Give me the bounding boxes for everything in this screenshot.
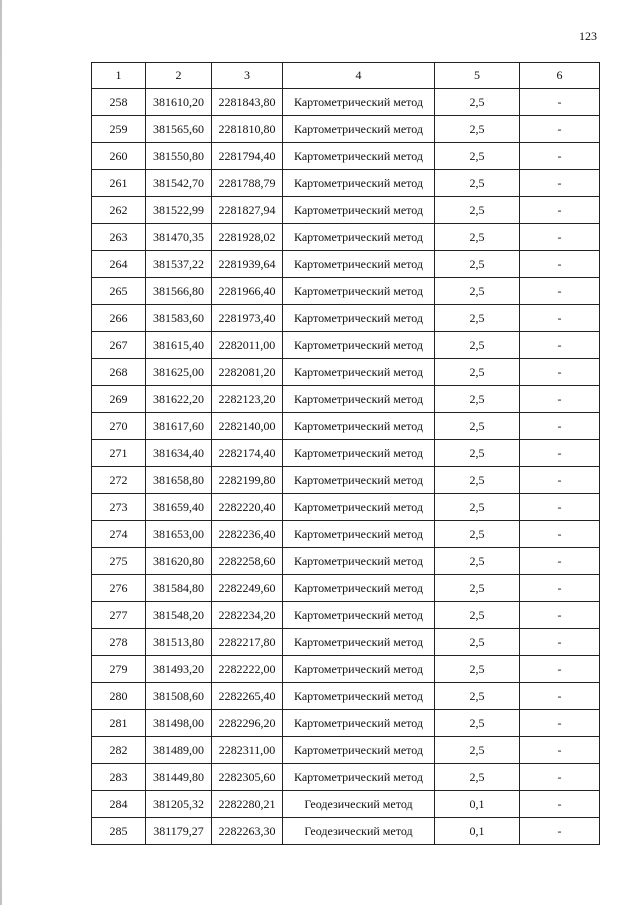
- description-cell: -: [520, 710, 600, 737]
- table-row: [92, 143, 600, 170]
- accuracy-cell: 2,5: [435, 251, 520, 278]
- y-coordinate-cell: 2282217,80: [212, 629, 283, 656]
- table-row: [92, 170, 600, 197]
- description-cell: -: [520, 305, 600, 332]
- method-cell: Картометрический метод: [283, 656, 435, 683]
- x-coordinate-cell: 381470,35: [146, 224, 212, 251]
- accuracy-cell: 2,5: [435, 440, 520, 467]
- x-coordinate-cell: 381550,80: [146, 143, 212, 170]
- y-coordinate-cell: 2281810,80: [212, 116, 283, 143]
- table-row: [92, 89, 600, 116]
- table-row: [92, 116, 600, 143]
- y-coordinate-cell: 2282265,40: [212, 683, 283, 710]
- point-number-cell: 281: [92, 710, 146, 737]
- x-coordinate-cell: 381513,80: [146, 629, 212, 656]
- column-header-6: 6: [520, 63, 600, 89]
- y-coordinate-cell: 2282174,40: [212, 440, 283, 467]
- y-coordinate-cell: 2282234,20: [212, 602, 283, 629]
- y-coordinate-cell: 2281973,40: [212, 305, 283, 332]
- x-coordinate-cell: 381205,32: [146, 791, 212, 818]
- description-cell: -: [520, 440, 600, 467]
- point-number-cell: 278: [92, 629, 146, 656]
- point-number-cell: 282: [92, 737, 146, 764]
- accuracy-cell: 2,5: [435, 710, 520, 737]
- description-cell: -: [520, 575, 600, 602]
- method-cell: Картометрический метод: [283, 764, 435, 791]
- point-number-cell: 285: [92, 818, 146, 845]
- y-coordinate-cell: 2282280,21: [212, 791, 283, 818]
- y-coordinate-cell: 2282258,60: [212, 548, 283, 575]
- x-coordinate-cell: 381634,40: [146, 440, 212, 467]
- accuracy-cell: 2,5: [435, 494, 520, 521]
- point-number-cell: 262: [92, 197, 146, 224]
- x-coordinate-cell: 381583,60: [146, 305, 212, 332]
- description-cell: -: [520, 629, 600, 656]
- description-cell: -: [520, 737, 600, 764]
- table-row: [92, 683, 600, 710]
- y-coordinate-cell: 2282249,60: [212, 575, 283, 602]
- table-row: [92, 440, 600, 467]
- description-cell: -: [520, 413, 600, 440]
- column-header-2: 2: [146, 63, 212, 89]
- point-number-cell: 280: [92, 683, 146, 710]
- method-cell: Картометрический метод: [283, 332, 435, 359]
- method-cell: Картометрический метод: [283, 116, 435, 143]
- method-cell: Картометрический метод: [283, 467, 435, 494]
- description-cell: -: [520, 467, 600, 494]
- description-cell: -: [520, 764, 600, 791]
- accuracy-cell: 2,5: [435, 143, 520, 170]
- accuracy-cell: 2,5: [435, 656, 520, 683]
- table-row: [92, 413, 600, 440]
- accuracy-cell: 2,5: [435, 764, 520, 791]
- point-number-cell: 277: [92, 602, 146, 629]
- description-cell: -: [520, 521, 600, 548]
- point-number-cell: 261: [92, 170, 146, 197]
- point-number-cell: 265: [92, 278, 146, 305]
- y-coordinate-cell: 2282263,30: [212, 818, 283, 845]
- column-header-4: 4: [283, 63, 435, 89]
- column-header-3: 3: [212, 63, 283, 89]
- point-number-cell: 284: [92, 791, 146, 818]
- description-cell: -: [520, 656, 600, 683]
- method-cell: Картометрический метод: [283, 359, 435, 386]
- column-header-5: 5: [435, 63, 520, 89]
- description-cell: -: [520, 197, 600, 224]
- method-cell: Картометрический метод: [283, 521, 435, 548]
- description-cell: -: [520, 548, 600, 575]
- method-cell: Картометрический метод: [283, 224, 435, 251]
- x-coordinate-cell: 381179,27: [146, 818, 212, 845]
- table-row: [92, 305, 600, 332]
- y-coordinate-cell: 2282311,00: [212, 737, 283, 764]
- method-cell: Картометрический метод: [283, 251, 435, 278]
- x-coordinate-cell: 381653,00: [146, 521, 212, 548]
- method-cell: Картометрический метод: [283, 413, 435, 440]
- point-number-cell: 275: [92, 548, 146, 575]
- point-number-cell: 258: [92, 89, 146, 116]
- table-row: [92, 386, 600, 413]
- table-row: [92, 710, 600, 737]
- accuracy-cell: 2,5: [435, 548, 520, 575]
- table-row: [92, 548, 600, 575]
- accuracy-cell: 2,5: [435, 467, 520, 494]
- x-coordinate-cell: 381565,60: [146, 116, 212, 143]
- y-coordinate-cell: 2282222,00: [212, 656, 283, 683]
- accuracy-cell: 2,5: [435, 521, 520, 548]
- page-number: 123: [579, 29, 597, 43]
- x-coordinate-cell: 381548,20: [146, 602, 212, 629]
- method-cell: Картометрический метод: [283, 710, 435, 737]
- scan-edge: [0, 0, 2, 905]
- accuracy-cell: 2,5: [435, 683, 520, 710]
- method-cell: Картометрический метод: [283, 89, 435, 116]
- accuracy-cell: 0,1: [435, 791, 520, 818]
- description-cell: -: [520, 683, 600, 710]
- x-coordinate-cell: 381449,80: [146, 764, 212, 791]
- method-cell: Картометрический метод: [283, 278, 435, 305]
- x-coordinate-cell: 381615,40: [146, 332, 212, 359]
- method-cell: Картометрический метод: [283, 602, 435, 629]
- description-cell: -: [520, 251, 600, 278]
- accuracy-cell: 2,5: [435, 629, 520, 656]
- point-number-cell: 259: [92, 116, 146, 143]
- table-row: [92, 467, 600, 494]
- x-coordinate-cell: 381522,99: [146, 197, 212, 224]
- y-coordinate-cell: 2282236,40: [212, 521, 283, 548]
- method-cell: Картометрический метод: [283, 440, 435, 467]
- x-coordinate-cell: 381658,80: [146, 467, 212, 494]
- accuracy-cell: 2,5: [435, 197, 520, 224]
- y-coordinate-cell: 2282305,60: [212, 764, 283, 791]
- method-cell: Картометрический метод: [283, 629, 435, 656]
- y-coordinate-cell: 2281827,94: [212, 197, 283, 224]
- y-coordinate-cell: 2281939,64: [212, 251, 283, 278]
- point-number-cell: 263: [92, 224, 146, 251]
- description-cell: -: [520, 602, 600, 629]
- method-cell: Геодезический метод: [283, 818, 435, 845]
- description-cell: -: [520, 224, 600, 251]
- x-coordinate-cell: 381622,20: [146, 386, 212, 413]
- table-row: [92, 629, 600, 656]
- accuracy-cell: 2,5: [435, 116, 520, 143]
- description-cell: -: [520, 170, 600, 197]
- description-cell: -: [520, 386, 600, 413]
- table-row: [92, 764, 600, 791]
- accuracy-cell: 2,5: [435, 737, 520, 764]
- point-number-cell: 266: [92, 305, 146, 332]
- y-coordinate-cell: 2282011,00: [212, 332, 283, 359]
- y-coordinate-cell: 2281928,02: [212, 224, 283, 251]
- method-cell: Геодезический метод: [283, 791, 435, 818]
- point-number-cell: 271: [92, 440, 146, 467]
- accuracy-cell: 2,5: [435, 575, 520, 602]
- x-coordinate-cell: 381566,80: [146, 278, 212, 305]
- point-number-cell: 269: [92, 386, 146, 413]
- accuracy-cell: 2,5: [435, 224, 520, 251]
- description-cell: -: [520, 143, 600, 170]
- y-coordinate-cell: 2282123,20: [212, 386, 283, 413]
- description-cell: -: [520, 89, 600, 116]
- y-coordinate-cell: 2281843,80: [212, 89, 283, 116]
- accuracy-cell: 2,5: [435, 170, 520, 197]
- table-row: [92, 575, 600, 602]
- x-coordinate-cell: 381489,00: [146, 737, 212, 764]
- point-number-cell: 283: [92, 764, 146, 791]
- y-coordinate-cell: 2282199,80: [212, 467, 283, 494]
- point-number-cell: 267: [92, 332, 146, 359]
- description-cell: -: [520, 332, 600, 359]
- point-number-cell: 276: [92, 575, 146, 602]
- x-coordinate-cell: 381493,20: [146, 656, 212, 683]
- method-cell: Картометрический метод: [283, 494, 435, 521]
- method-cell: Картометрический метод: [283, 143, 435, 170]
- x-coordinate-cell: 381620,80: [146, 548, 212, 575]
- point-number-cell: 273: [92, 494, 146, 521]
- point-number-cell: 268: [92, 359, 146, 386]
- method-cell: Картометрический метод: [283, 170, 435, 197]
- y-coordinate-cell: 2282081,20: [212, 359, 283, 386]
- accuracy-cell: 2,5: [435, 359, 520, 386]
- accuracy-cell: 0,1: [435, 818, 520, 845]
- y-coordinate-cell: 2281788,79: [212, 170, 283, 197]
- description-cell: -: [520, 359, 600, 386]
- table-row: [92, 251, 600, 278]
- table-row: [92, 359, 600, 386]
- point-number-cell: 272: [92, 467, 146, 494]
- accuracy-cell: 2,5: [435, 602, 520, 629]
- method-cell: Картометрический метод: [283, 386, 435, 413]
- table-header-row: [92, 63, 600, 89]
- x-coordinate-cell: 381584,80: [146, 575, 212, 602]
- method-cell: Картометрический метод: [283, 305, 435, 332]
- x-coordinate-cell: 381508,60: [146, 683, 212, 710]
- x-coordinate-cell: 381610,20: [146, 89, 212, 116]
- description-cell: -: [520, 116, 600, 143]
- x-coordinate-cell: 381625,00: [146, 359, 212, 386]
- y-coordinate-cell: 2281966,40: [212, 278, 283, 305]
- y-coordinate-cell: 2282220,40: [212, 494, 283, 521]
- method-cell: Картометрический метод: [283, 197, 435, 224]
- table-row: [92, 197, 600, 224]
- accuracy-cell: 2,5: [435, 305, 520, 332]
- table-row: [92, 494, 600, 521]
- accuracy-cell: 2,5: [435, 386, 520, 413]
- accuracy-cell: 2,5: [435, 332, 520, 359]
- description-cell: -: [520, 818, 600, 845]
- y-coordinate-cell: 2282140,00: [212, 413, 283, 440]
- y-coordinate-cell: 2281794,40: [212, 143, 283, 170]
- table-row: [92, 332, 600, 359]
- table-row: [92, 656, 600, 683]
- description-cell: -: [520, 494, 600, 521]
- point-number-cell: 264: [92, 251, 146, 278]
- table-body: [92, 89, 600, 845]
- method-cell: Картометрический метод: [283, 575, 435, 602]
- table-row: [92, 521, 600, 548]
- description-cell: -: [520, 791, 600, 818]
- table-row: [92, 278, 600, 305]
- table-row: [92, 737, 600, 764]
- method-cell: Картометрический метод: [283, 683, 435, 710]
- column-header-1: 1: [92, 63, 146, 89]
- description-cell: -: [520, 278, 600, 305]
- table-row: [92, 791, 600, 818]
- accuracy-cell: 2,5: [435, 278, 520, 305]
- table-row: [92, 602, 600, 629]
- table-row: [92, 818, 600, 845]
- x-coordinate-cell: 381498,00: [146, 710, 212, 737]
- coordinates-table: [91, 62, 600, 845]
- x-coordinate-cell: 381537,22: [146, 251, 212, 278]
- method-cell: Картометрический метод: [283, 737, 435, 764]
- point-number-cell: 279: [92, 656, 146, 683]
- x-coordinate-cell: 381542,70: [146, 170, 212, 197]
- point-number-cell: 274: [92, 521, 146, 548]
- x-coordinate-cell: 381617,60: [146, 413, 212, 440]
- accuracy-cell: 2,5: [435, 413, 520, 440]
- method-cell: Картометрический метод: [283, 548, 435, 575]
- y-coordinate-cell: 2282296,20: [212, 710, 283, 737]
- point-number-cell: 270: [92, 413, 146, 440]
- x-coordinate-cell: 381659,40: [146, 494, 212, 521]
- accuracy-cell: 2,5: [435, 89, 520, 116]
- table-row: [92, 224, 600, 251]
- point-number-cell: 260: [92, 143, 146, 170]
